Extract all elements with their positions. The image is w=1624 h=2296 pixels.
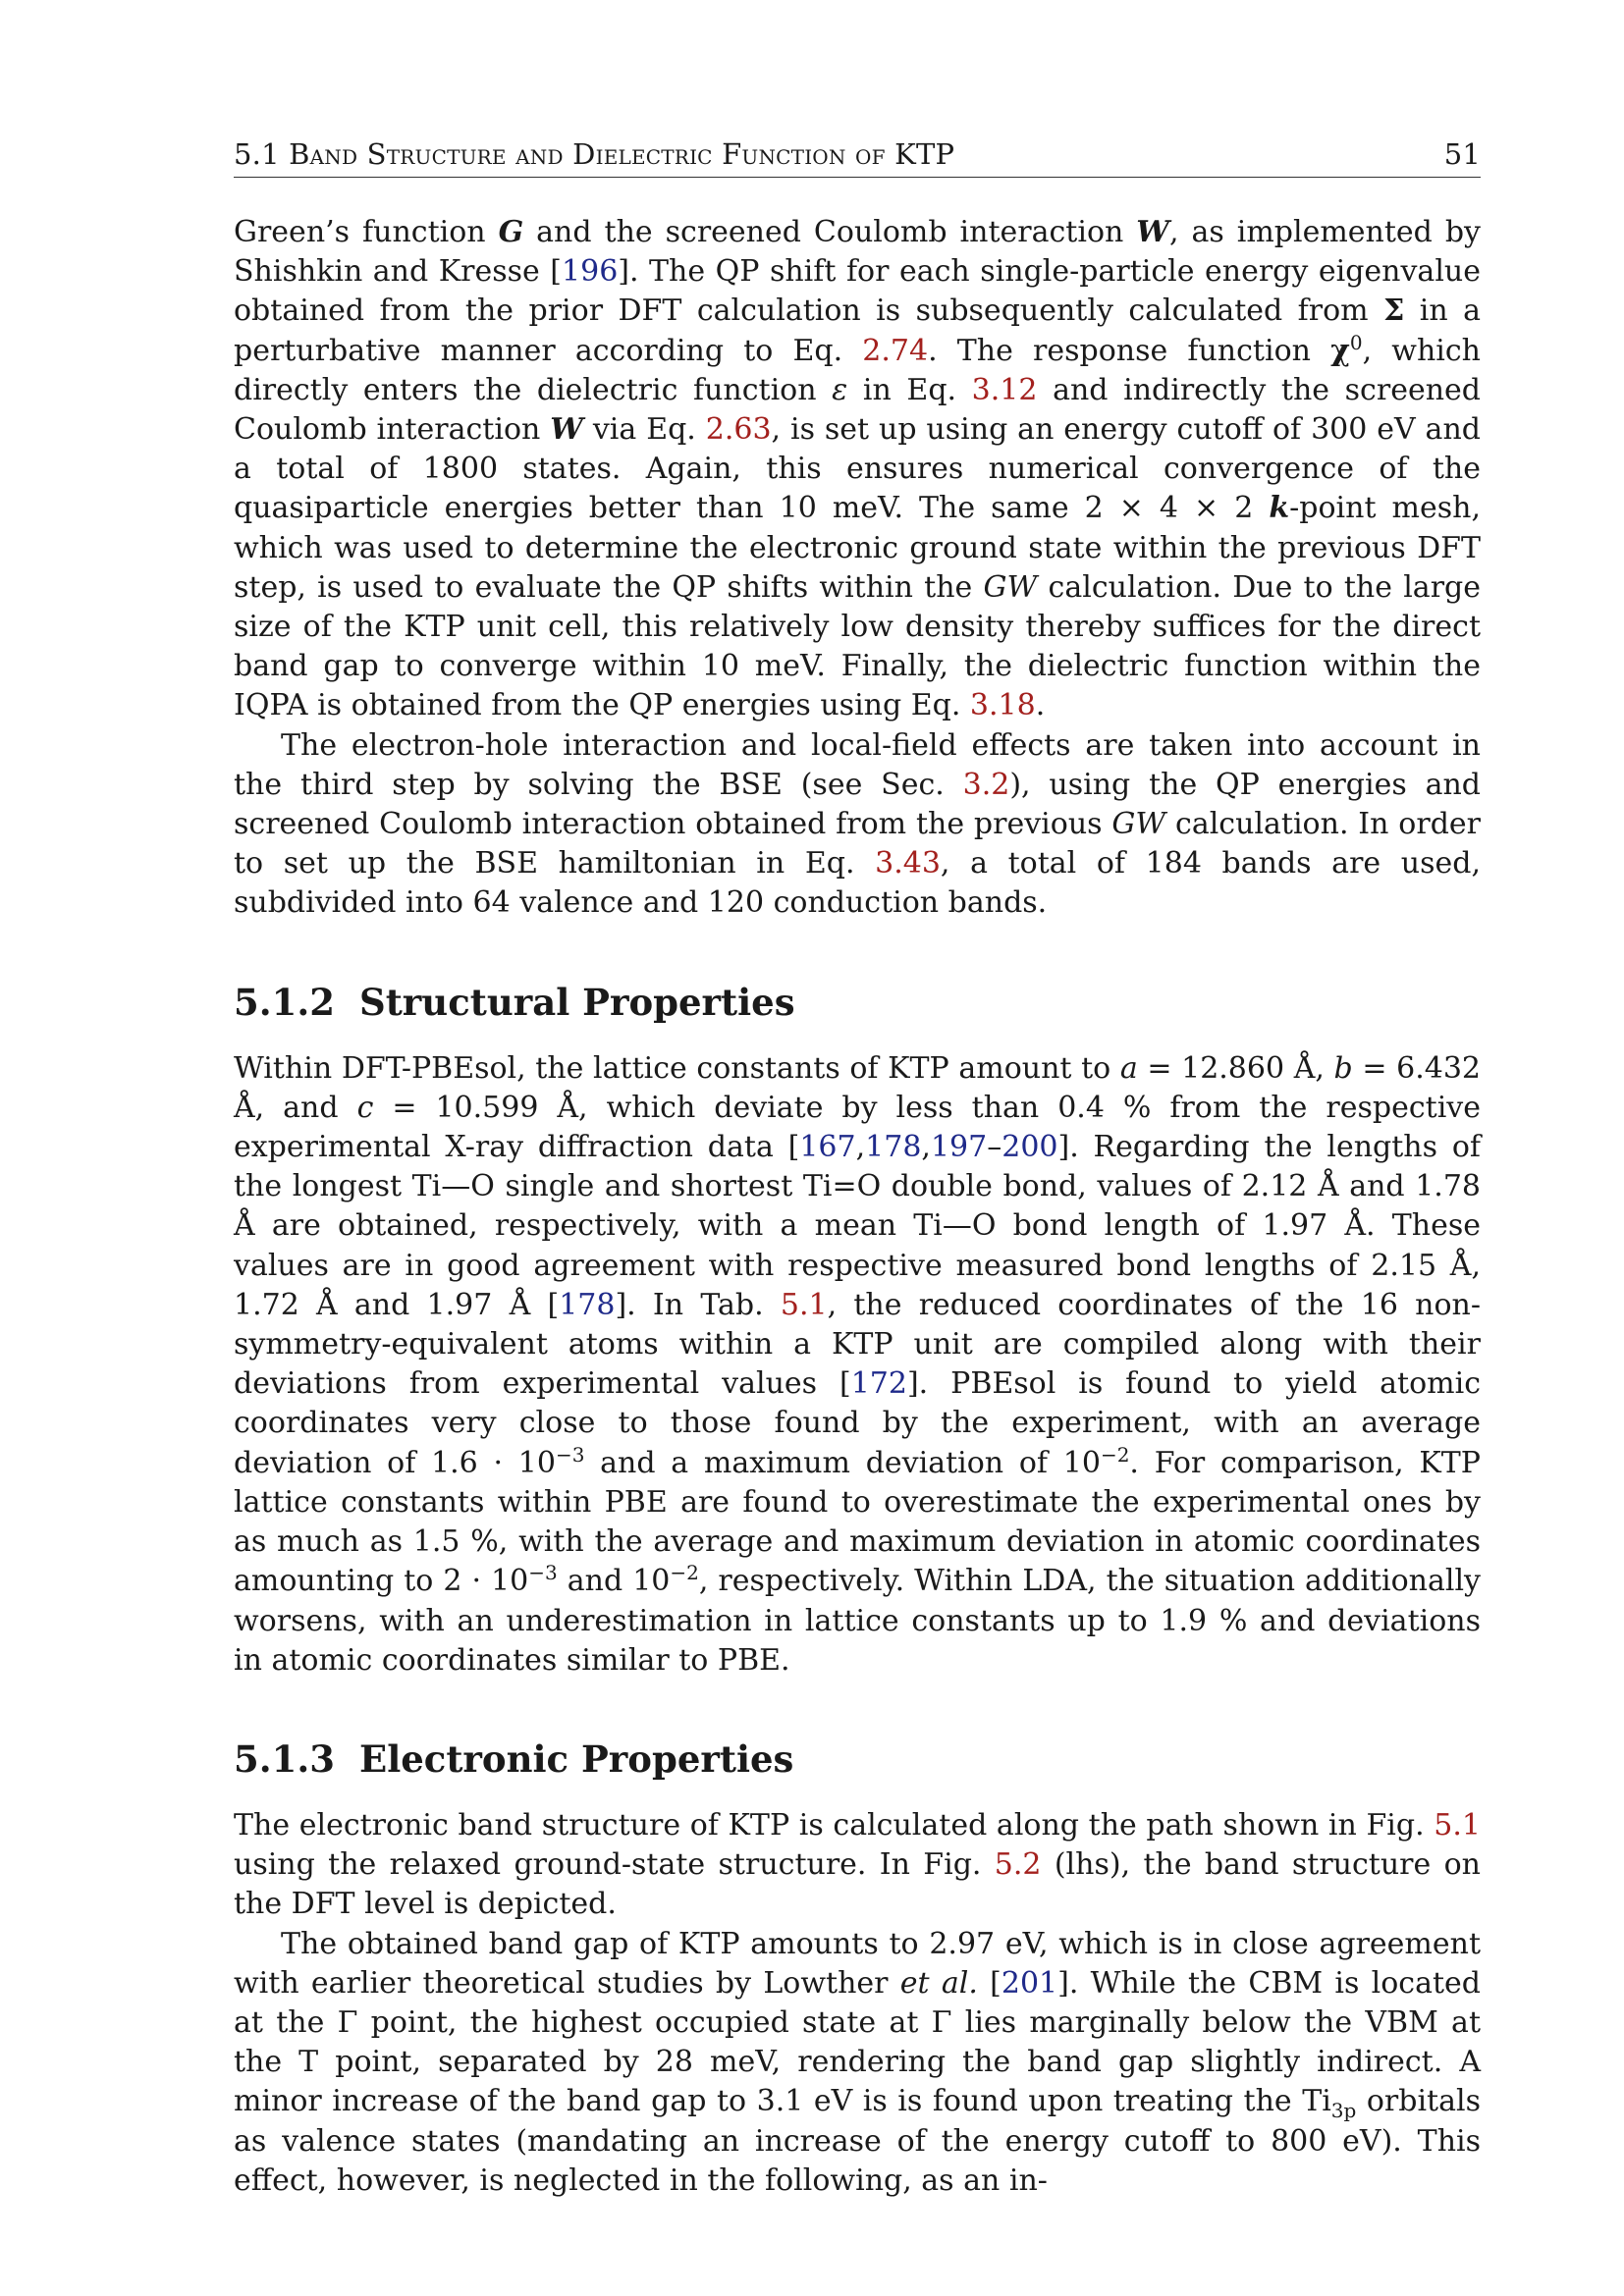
running-header: [234, 137, 1481, 178]
citation-link[interactable]: 178: [559, 1287, 616, 1322]
table-link[interactable]: 5.1: [780, 1287, 828, 1322]
paragraph-band-gap: The obtained band gap of KTP amounts to 2.97 eV, which is in close agreement with earlier theoretical studies by Lowther et al. [201]. While the CBM is located at the Γ point, the highest occupied state at Γ lies marginally below the VBM at the T point, separated by 28 meV, rendering the band gap slightly indirect. A minor increase of the band gap to 3.1 eV is is found upon treating the $Ti_{3p}$ orbitals as valence states (mandating an increase of the energy cutoff to 800 eV). This effect, however, is neglected in the following, as an in-: [234, 1926, 1482, 2198]
paragraph-structural: Within DFT-PBEsol, the lattice constants of KTP amount to a = 12.860 Å, b = 6.432 Å, and c = 10.599 Å, which deviate by less than 0.4 % from the respective experimental X-ray diffraction data [167,178,197–200]. Regarding the lengths of the longest Ti—O single and shortest Ti=O double bond, values of 2.12 Å and 1.78 Å are obtained, respectively, with a mean Ti—O bond length of 1.97 Å. These values are in good agreement with respective measured bond lengths of 2.15 Å, 1.72 Å and 1.97 Å [178]. In Tab. 5.1, the reduced coordinates of the 16 non-symmetry-equivalent atoms within a KTP unit are compiled along with their deviations from experimental values [172]. PBEsol is found to yield atomic coordinates very close to those found by the experiment, with an average deviation of $1.6 \cdot 10^{-3}$ and a maximum deviation of $10^{-2}$. For comparison, KTP lattice constants within PBE are found to overestimate the experimental ones by as much as 1.5 %, with the average and maximum deviation in atomic coordinates amounting to $2 \cdot 10^{-3}$ and $10^{-2}$, respectively. Within LDA, the situation additionally worsens, with an underestimation in lattice constants up to 1.9 % and deviations in atomic coordinates similar to PBE.: [234, 1050, 1482, 1678]
citation-link[interactable]: 172: [850, 1366, 907, 1402]
running-header-title: 5.1 Band Structure and Dielectric Function of KTP: [234, 137, 955, 171]
figure-link[interactable]: 5.1: [1434, 1807, 1481, 1842]
equation-link[interactable]: 2.63: [705, 412, 772, 448]
figure-link[interactable]: 5.2: [994, 1847, 1042, 1883]
equation-link[interactable]: 2.74: [862, 333, 929, 368]
page: [234, 137, 1481, 2201]
paragraph-bse-step: The electron-hole interaction and local-field effects are taken into account in the third step by solving the BSE (see Sec. 3.2), using the QP energies and screened Coulomb interaction obtained from the previous GW calculation. In order to set up the BSE hamiltonian in Eq. 3.43, a total of 184 bands are used, subdivided into 64 valence and 120 conduction bands.: [234, 727, 1482, 921]
citation-link[interactable]: 196: [562, 254, 619, 290]
citation-link[interactable]: 197: [930, 1130, 988, 1165]
citation-link[interactable]: 201: [1001, 1965, 1058, 2001]
section-heading-structural: 5.1.2 Structural Properties: [234, 980, 795, 1024]
equation-link[interactable]: 3.43: [875, 846, 941, 881]
section-heading-electronic: 5.1.3 Electronic Properties: [234, 1736, 794, 1781]
paragraph-band-structure: The electronic band structure of KTP is calculated along the path shown in Fig. 5.1 using the relaxed ground-state structure. In Fig. 5.2 (lhs), the band structure on the DFT level is depicted.: [234, 1807, 1481, 1922]
equation-link[interactable]: 3.12: [971, 372, 1038, 407]
section-link[interactable]: 3.2: [962, 767, 1010, 802]
paragraph-gw-setup: Green’s function G and the screened Coulomb interaction W, as implemented by Shishkin and Kresse [196]. The QP shift for each single-particle energy eigenvalue obtained from the prior DFT calculation is subsequently calculated from Σ in a perturbative manner according to Eq. 2.74. The response function $\chi^0$, which directly enters the dielectric function ε in Eq. 3.12 and indirectly the screened Coulomb interaction W via Eq. 2.63, is set up using an energy cutoff of 300 eV and a total of 1800 states. Again, this ensures numerical convergence of the quasiparticle energies better than 10 meV. The same 2 × 4 × 2 k-point mesh, which was used to determine the electronic ground state within the previous DFT step, is used to evaluate the QP shifts within the GW calculation. Due to the large size of the KTP unit cell, this relatively low density thereby suffices for the direct band gap to converge within 10 meV. Finally, the dielectric function within the IQPA is obtained from the QP energies using Eq. 3.18.: [234, 215, 1482, 723]
citation-link[interactable]: 167: [799, 1130, 856, 1165]
page-number: 51: [1443, 137, 1481, 171]
citation-link[interactable]: 200: [1001, 1130, 1058, 1165]
citation-link[interactable]: 178: [865, 1130, 922, 1165]
equation-link[interactable]: 3.18: [969, 688, 1036, 723]
